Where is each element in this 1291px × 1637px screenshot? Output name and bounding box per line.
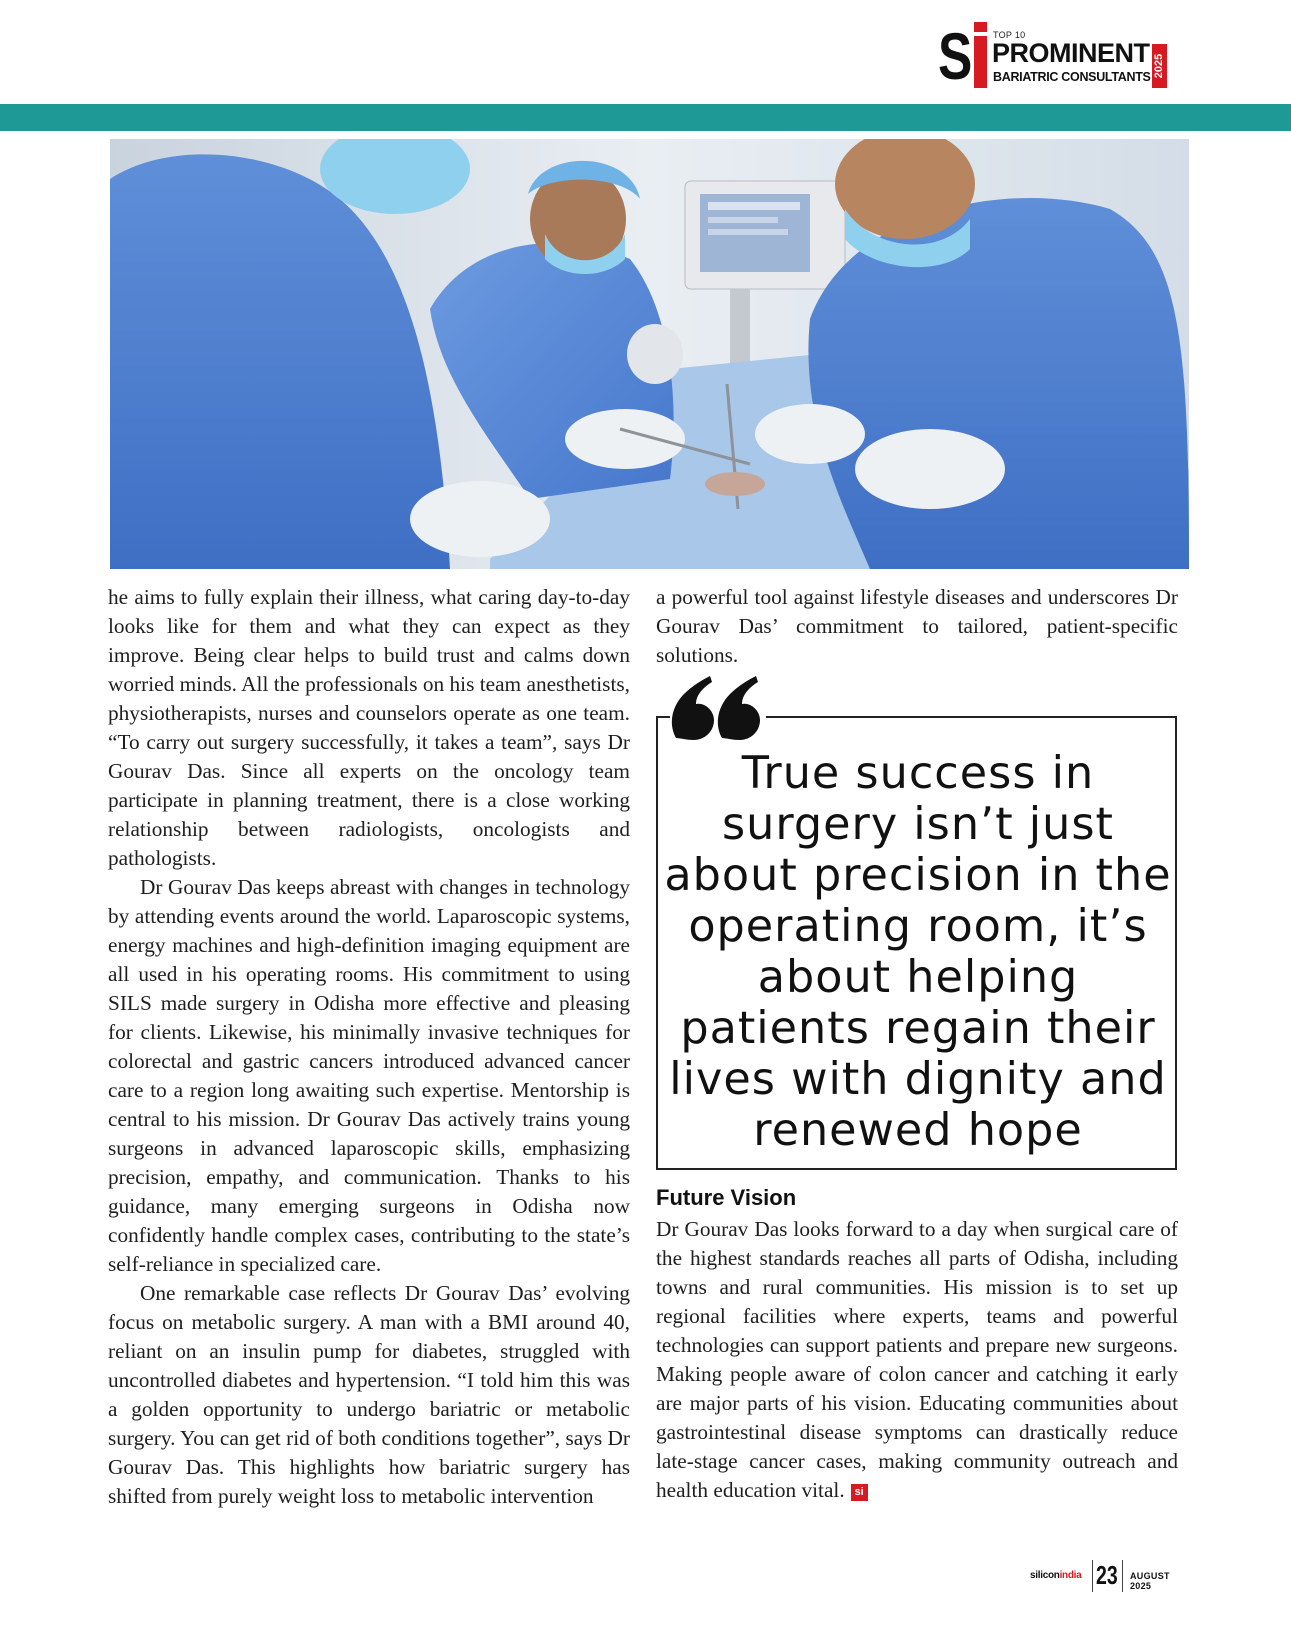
- right-column-bottom: [656, 1215, 1178, 1505]
- logo-s-letter: S: [938, 19, 973, 93]
- badge-year: 2025: [1152, 44, 1167, 88]
- si-end-mark-icon: si: [851, 1484, 868, 1501]
- logo-i-bar: [974, 22, 987, 88]
- right-column-top: [656, 583, 1178, 670]
- section-heading-future-vision: Future Vision: [656, 1185, 797, 1210]
- left-paragraph-1: he aims to fully explain their illness, what caring day-to-day looks like for them and what they can expect as they improve. Being clear helps to build trust and calms down worried minds. All the professionals on his team anesthetists, physiotherapists, nurses and counselors operate as one team. “To carry out surgery successfully, it takes a team”, says Dr Gourav Das. Since all experts on the oncology team participate in planning treatment, there is a close working relationship between radiologists, oncologists and pathologists.: [108, 585, 630, 870]
- magazine-badge: [938, 19, 1168, 93]
- left-paragraph-3: One remarkable case reflects Dr Gourav Das’ evolving focus on metabolic surgery. A man with a BMI around 40, reliant on an insulin pump for diabetes, struggled with uncontrolled diabetes and hypertension. “I told him this was a golden opportunity to undergo bariatric or metabolic surgery. You can get rid of both conditions together”, says Dr Gourav Das. This highlights how bariatric surgery has shifted from purely weight loss to metabolic intervention: [108, 1281, 630, 1508]
- surgery-photo-illustration: [110, 139, 1189, 569]
- footer-divider: [1122, 1560, 1123, 1592]
- left-column: [108, 583, 630, 1511]
- footer-brand: siliconindia: [1030, 1570, 1082, 1581]
- page-footer: [1030, 1558, 1190, 1594]
- right-paragraph-1: a powerful tool against lifestyle diseases and underscores Dr Gourav Das’ commitment to tailored, patient-specific solutions.: [656, 585, 1178, 667]
- page-number: 23: [1096, 1560, 1118, 1590]
- badge-top10: TOP 10: [993, 30, 1026, 40]
- pull-quote-text: True success in surgery isn’t just about precision in the operating room, it’s about helping patients regain their lives with dignity and renewed hope: [664, 748, 1172, 1156]
- badge-subtitle: BARIATRIC CONSULTANTS: [993, 70, 1151, 84]
- surgery-photo: [110, 139, 1189, 569]
- issue-date: AUGUST 2025: [1130, 1571, 1170, 1591]
- left-paragraph-2: Dr Gourav Das keeps abreast with changes in technology by attending events around the world. Laparoscopic systems, energy machines and high-definition imaging equipment are all used in his operating rooms. His commitment to using SILS made surgery in Odisha more effective and pleasing for clients. Likewise, his minimally invasive techniques for colorectal and gastric cancers introduced advanced cancer care to a region long awaiting such expertise. Mentorship is central to his mission. Dr Gourav Das actively trains young surgeons in advanced laparoscopic skills, emphasizing precision, empathy, and communication. Thanks to his guidance, many emerging surgeons in Odisha now confidently handle complex cases, contributing to the state’s self-reliance in specialized care.: [108, 875, 630, 1276]
- footer-divider: [1092, 1560, 1093, 1592]
- badge-title: PROMINENT: [992, 38, 1150, 68]
- header-band: [0, 104, 1291, 131]
- quote-mark-icon: [670, 672, 766, 740]
- right-paragraph-2: Dr Gourav Das looks forward to a day when surgical care of the highest standards reaches all parts of Odisha, including towns and rural communities. His mission is to set up regional facilities where experts, teams and powerful technologies can support patients and prepare new surgeons. Making people aware of colon cancer and catching it early are major parts of his vision. Educating communities about gastrointestinal disease symptoms can drastically reduce late-stage cancer cases, making community outreach and health education vital. si: [656, 1217, 1178, 1502]
